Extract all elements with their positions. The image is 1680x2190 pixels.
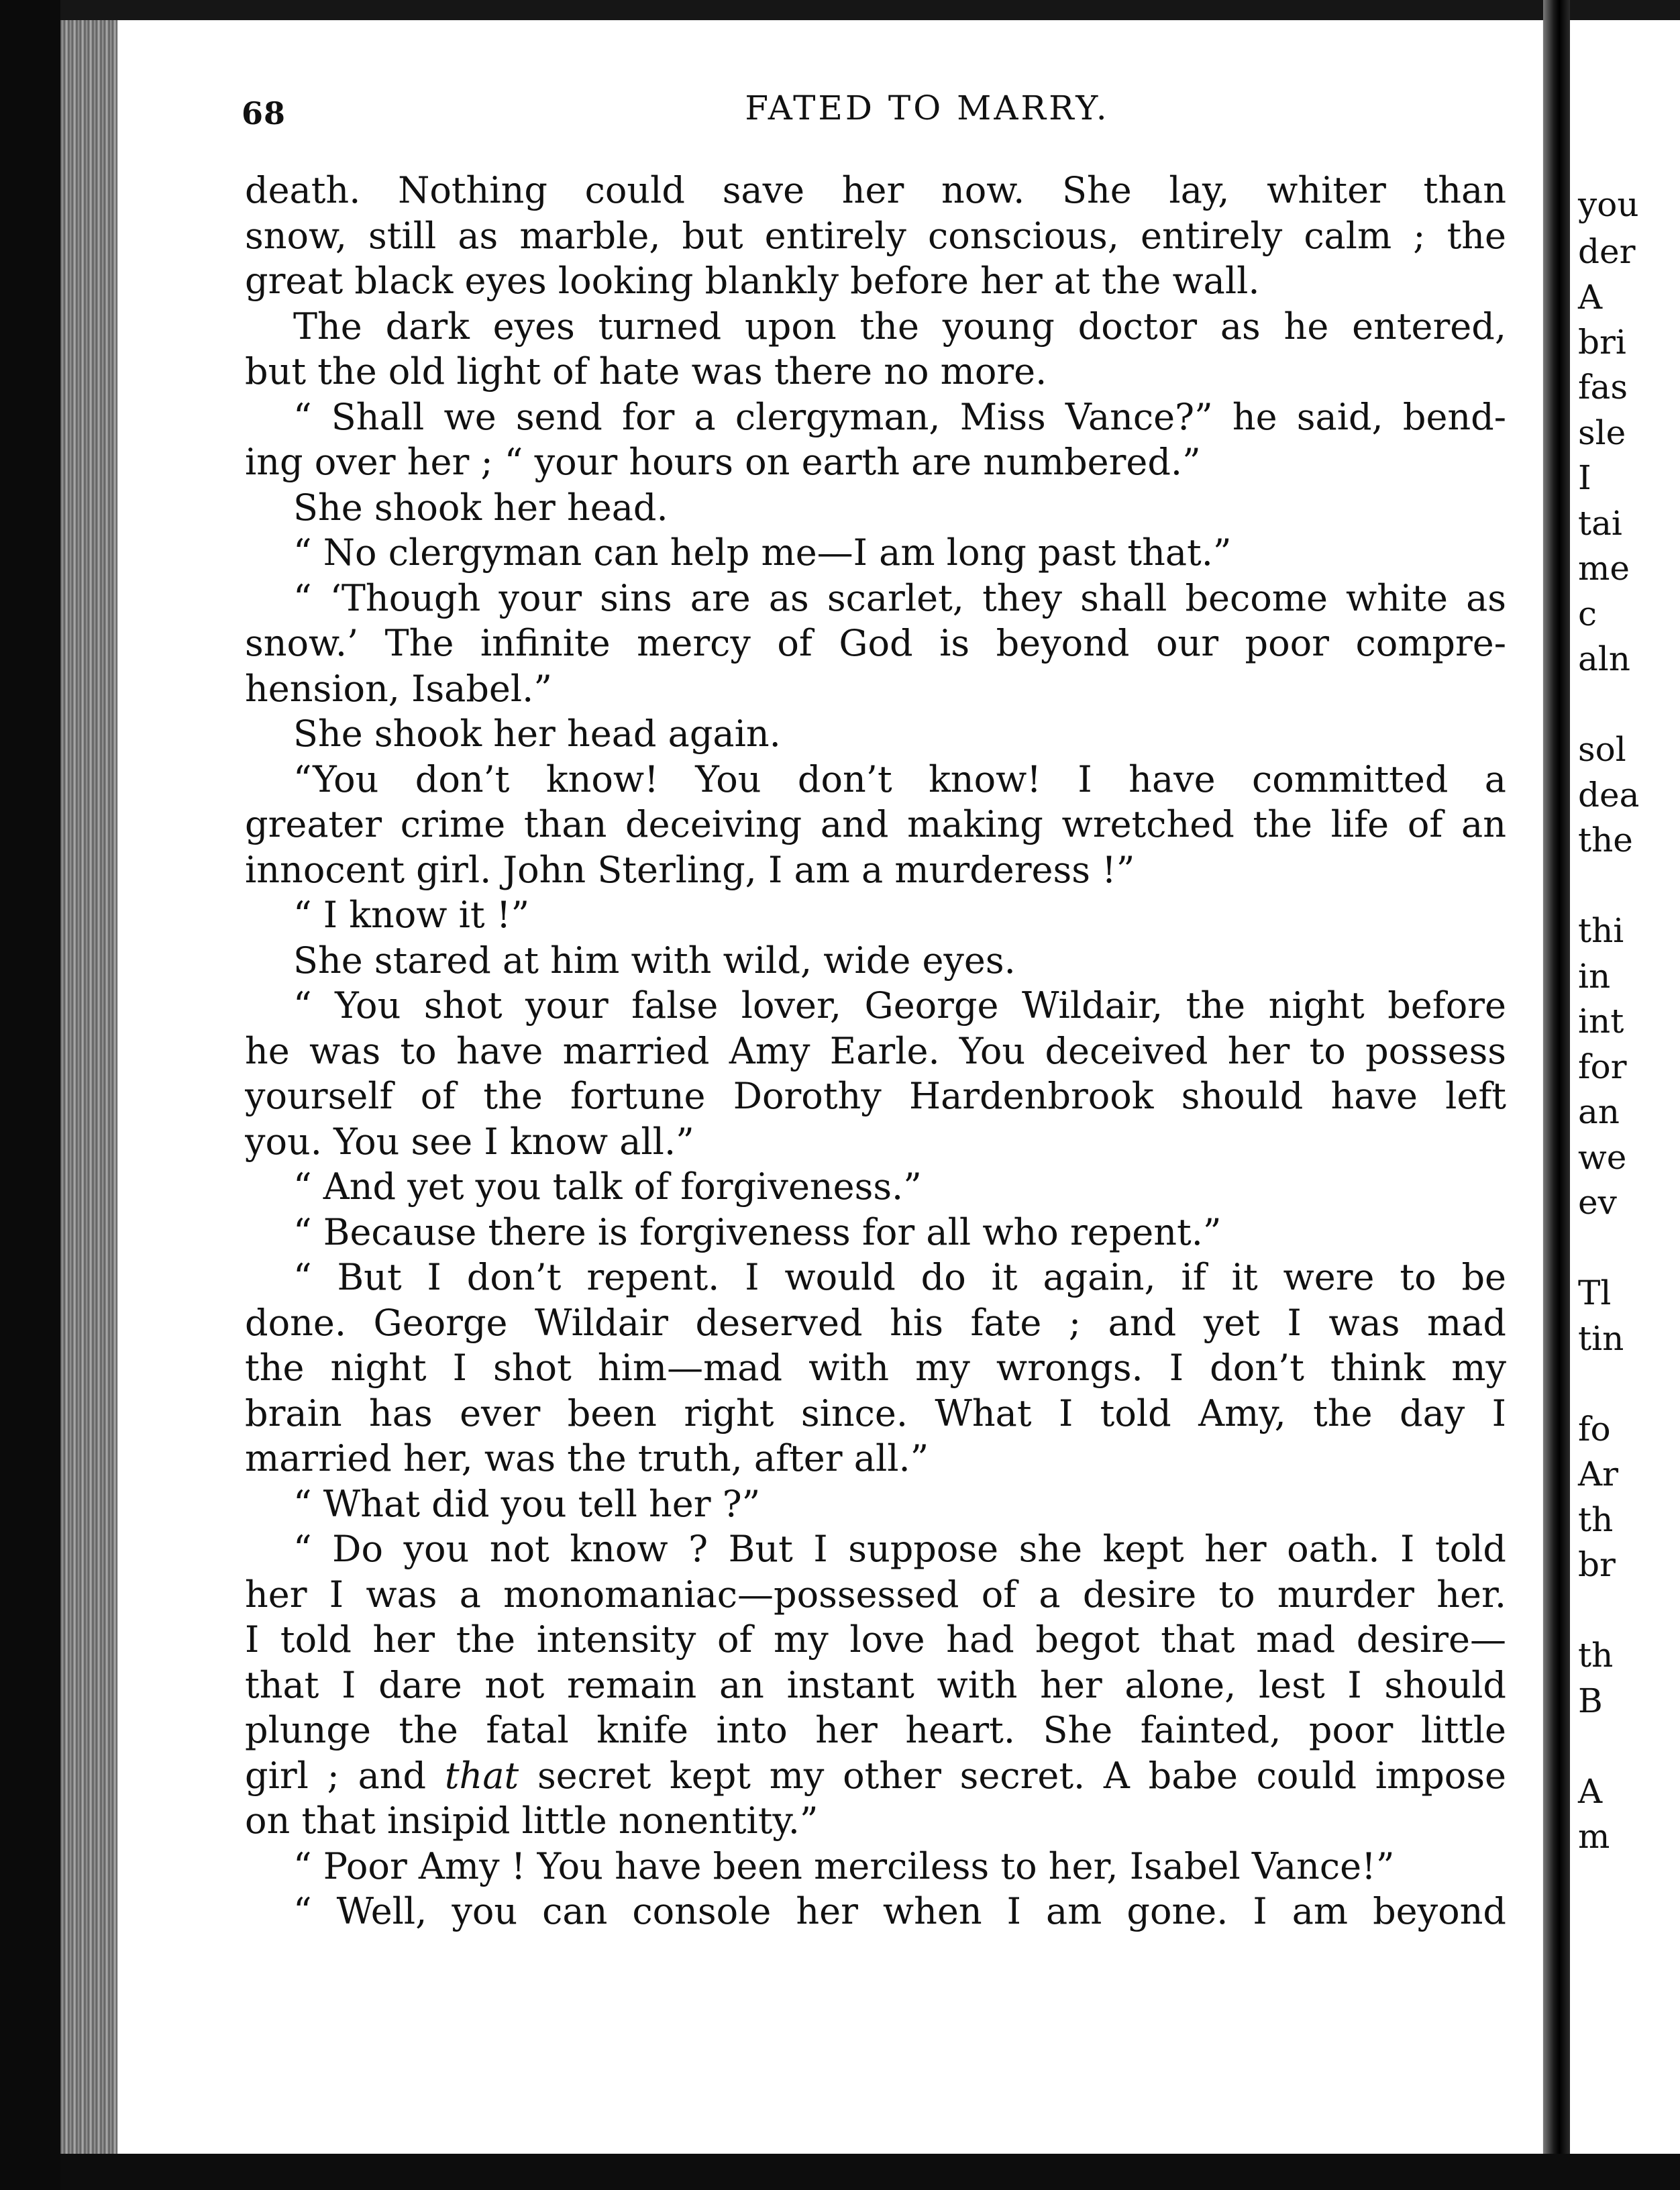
body-line-italic	[245, 1753, 1506, 1799]
facing-page-fragment: in	[1578, 957, 1611, 996]
body-line: death. Nothing could save her now. She lay, whiter than	[245, 169, 1506, 211]
body-line: that I dare not remain an instant with her alone, lest I should	[245, 1663, 1506, 1706]
body-line: the night I shot him—mad with my wrongs. I don’t think my	[245, 1347, 1506, 1389]
body-line: The dark eyes turned upon the young doctor as he entered,	[293, 305, 1506, 348]
body-line: done. George Wildair deserved his fate ; and yet I was mad	[245, 1301, 1506, 1344]
body-line: snow, still as marble, but entirely conscious, entirely calm ; the	[245, 214, 1506, 257]
body-line: hension, Isabel.”	[245, 667, 552, 710]
facing-page-fragment: thi	[1578, 911, 1624, 950]
facing-page-fragment: you	[1578, 185, 1639, 224]
body-line: “ Poor Amy ! You have been merciless to her, Isabel Vance!”	[293, 1844, 1395, 1887]
facing-page-fragment: dea	[1578, 776, 1640, 815]
facing-page-fragment: for	[1578, 1047, 1627, 1086]
facing-page-fragment: tin	[1578, 1319, 1624, 1358]
body-line: “ What did you tell her ?”	[293, 1482, 761, 1525]
body-line: “ Well, you can console her when I am gone. I am beyond	[293, 1890, 1506, 1932]
italic-line-after: secret kept my other secret. A babe could impose	[519, 1754, 1506, 1797]
facing-page	[1570, 20, 1680, 2154]
facing-page-fragment: c	[1578, 594, 1597, 633]
body-line: She shook her head again.	[293, 713, 781, 755]
facing-page-fragment: th	[1578, 1500, 1614, 1539]
body-line: snow.’ The infinite mercy of God is beyond our poor compre-	[245, 622, 1506, 664]
facing-page-fragment: A	[1578, 278, 1603, 317]
body-line: you. You see I know all.”	[245, 1120, 694, 1163]
facing-page-fragment: fas	[1578, 368, 1628, 407]
body-line: “ But I don’t repent. I would do it again, if it were to be	[293, 1256, 1506, 1298]
body-line: She stared at him with wild, wide eyes.	[293, 939, 1016, 982]
body-line: “ I know it !”	[293, 894, 530, 936]
body-line: “ Do you not know ? But I suppose she kept her oath. I told	[293, 1528, 1506, 1570]
stacked-page-edges	[60, 20, 117, 2160]
body-line: She shook her head.	[293, 486, 668, 529]
body-line: brain has ever been right since. What I told Amy, the day I	[245, 1392, 1506, 1435]
facing-page-fragment: the	[1578, 821, 1633, 859]
page-body-text	[245, 168, 1506, 1934]
book-gutter	[1543, 0, 1570, 2190]
facing-page-fragment: der	[1578, 232, 1636, 271]
facing-page-fragment: tai	[1578, 504, 1622, 543]
scan-top-border	[60, 0, 1680, 20]
body-line: “ You shot your false lover, George Wildair, the night before	[293, 984, 1506, 1027]
facing-page-fragment: aln	[1578, 639, 1631, 678]
body-line: he was to have married Amy Earle. You deceived her to possess	[245, 1029, 1506, 1072]
body-line: “You don’t know! You don’t know! I have committed a	[293, 758, 1506, 800]
facing-page-fragment: sol	[1578, 730, 1626, 769]
facing-page-fragment: B	[1578, 1681, 1603, 1720]
facing-page-fragment: A	[1578, 1772, 1603, 1811]
body-line: innocent girl. John Sterling, I am a murderess !”	[245, 848, 1135, 891]
body-line: her I was a monomaniac—possessed of a desire to murder her.	[245, 1573, 1506, 1616]
facing-page-fragment: sle	[1578, 413, 1626, 452]
facing-page-fragment: an	[1578, 1092, 1620, 1131]
scan-bottom-border	[60, 2154, 1680, 2190]
facing-page-fragment: Ar	[1578, 1455, 1619, 1494]
facing-page-fragment: m	[1578, 1817, 1610, 1856]
facing-page-fragment: me	[1578, 549, 1630, 588]
book-binding-edge	[0, 0, 60, 2190]
facing-page-fragment: I	[1578, 458, 1591, 497]
body-line: “ Because there is forgiveness for all who repent.”	[293, 1210, 1222, 1253]
facing-page-fragment: int	[1578, 1002, 1624, 1041]
body-line: ing over her ; “ your hours on earth are numbered.”	[245, 441, 1201, 483]
page-number: 68	[242, 95, 286, 132]
body-line: greater crime than deceiving and making wretched the life of an	[245, 803, 1506, 845]
body-line: yourself of the fortune Dorothy Hardenbrook should have left	[245, 1075, 1506, 1117]
italic-line-before: girl ; and	[245, 1754, 445, 1797]
italic-word: that	[444, 1754, 519, 1797]
facing-page-fragment: fo	[1578, 1410, 1611, 1449]
body-line: plunge the fatal knife into her heart. She fainted, poor little	[245, 1709, 1506, 1751]
body-line: on that insipid little nonentity.”	[245, 1800, 819, 1842]
body-line: but the old light of hate was there no more.	[245, 350, 1047, 393]
facing-page-fragment: ev	[1578, 1183, 1617, 1222]
body-line: married her, was the truth, after all.”	[245, 1437, 929, 1479]
facing-page-fragment: bri	[1578, 323, 1626, 362]
facing-page-fragment: Tl	[1578, 1273, 1612, 1312]
body-line: “ ‘Though your sins are as scarlet, they shall become white as	[293, 576, 1506, 619]
body-line: great black eyes looking blankly before her at the wall.	[245, 260, 1260, 302]
body-line: “ No clergyman can help me—I am long past that.”	[293, 531, 1232, 574]
body-line: I told her the intensity of my love had begot that mad desire—	[245, 1618, 1506, 1661]
body-line: “ Shall we send for a clergyman, Miss Vance?” he said, bend-	[293, 395, 1506, 438]
body-line: “ And yet you talk of forgiveness.”	[293, 1165, 922, 1208]
facing-page-fragment: br	[1578, 1545, 1616, 1584]
facing-page-fragment: th	[1578, 1636, 1614, 1675]
running-title: FATED TO MARRY.	[745, 89, 1110, 127]
facing-page-fragment: we	[1578, 1138, 1627, 1177]
